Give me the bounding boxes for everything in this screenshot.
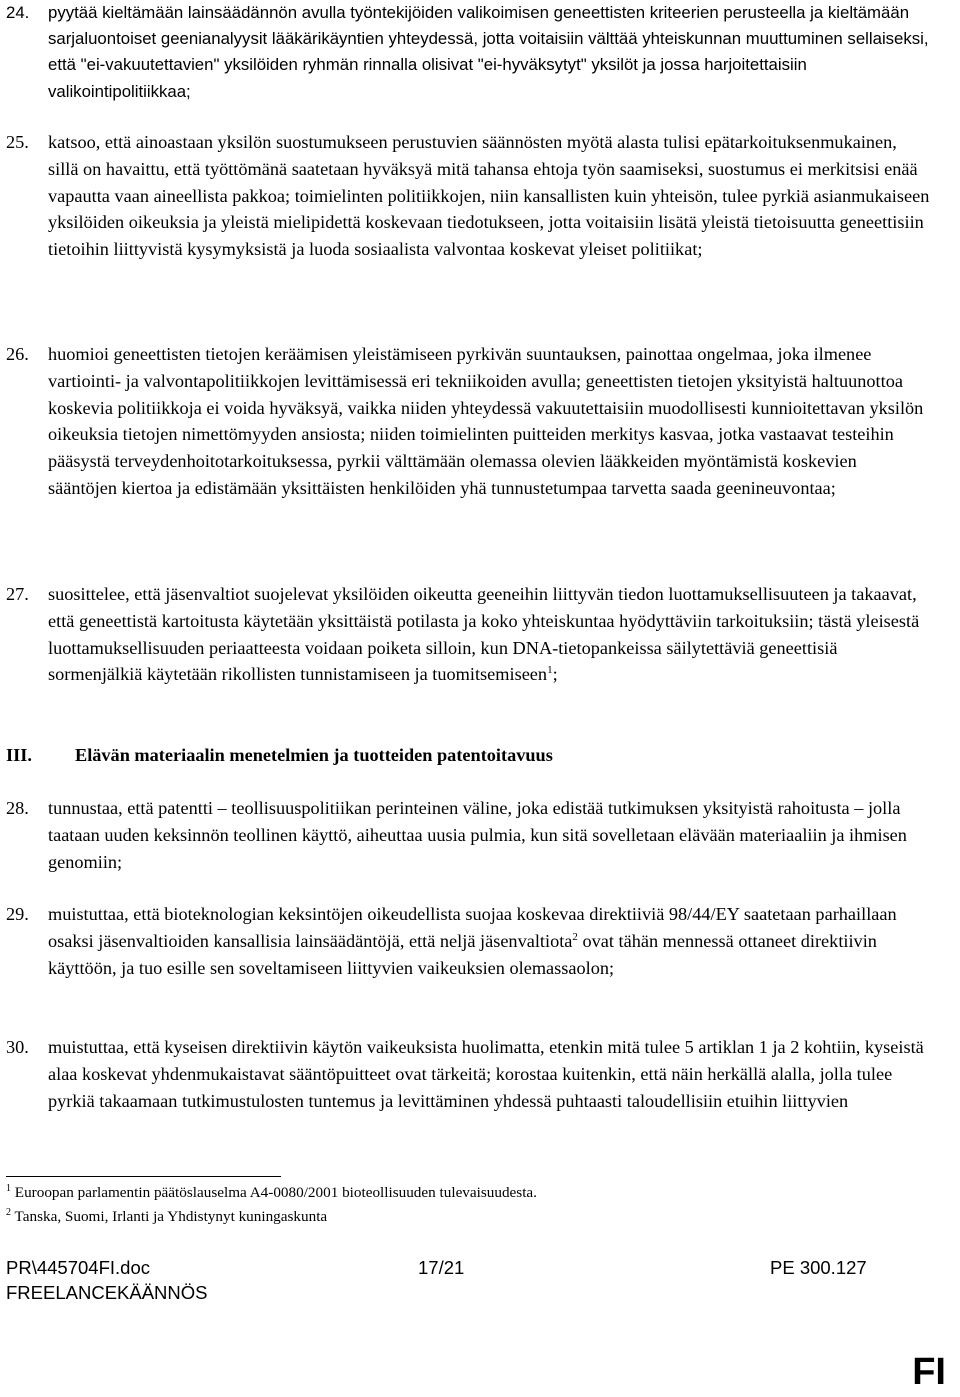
paragraph-text: tunnustaa, että patentti – teollisuuspolitiikan perinteinen väline, joka edistää tutkimuksen yksityistä rahoitusta – jolla taataan uuden keksinnön teollinen käyttö, aiheuttaa uusia pulmia, kun sitä sovelletaan elävään materiaaliin ja ihmisen genomiin; bbox=[48, 798, 907, 872]
paragraph-text-main: muistuttaa, että bioteknologian keksintöjen oikeudellista suojaa koskevaa direktiiviä 98/44/EY saatetaan parhaillaan osaksi jäsenvaltioiden kansallisia lainsäädäntöjä, että neljä jäsenvaltiota bbox=[48, 904, 897, 951]
paragraph-text: katsoo, että ainoastaan yksilön suostumukseen perustuvien säännösten myötä alasta tulisi epätarkoituksenmukainen, sillä on havaittu, että työttömänä saatetaan hyväksyä mitä tahansa ehtoja työn saamiseksi, suostumus ei merkitsisi enää vapautta vaan aineellista pakkoa; toimielinten politiikkojen, niin kansallisten kuin yhteisön, tulee pyrkiä asianmukaiseen yksilöiden oikeuksia ja yleistä mielipidettä koskevaan tiedotukseen, jotta voitaisiin lisätä yleistä tietoisuutta geneettisiin tietoihin liittyvistä kysymyksistä ja luoda sosiaalista valvontaa koskevat yleiset politiikat; bbox=[48, 132, 930, 260]
section-number: III. bbox=[6, 745, 32, 765]
paragraph-text-tail: ovat tähän mennessä ottaneet direktiivin käyttöön, ja tuo esille sen soveltamiseen liittyvien vaikeuksien olemassaolon; bbox=[48, 930, 877, 978]
footer-page-number: 17/21 bbox=[418, 1257, 465, 1278]
paragraph-text-tail: ; bbox=[552, 664, 558, 685]
footer-doc-ref: PR\445704FI.doc bbox=[6, 1257, 150, 1278]
paragraph-number: 30. bbox=[6, 1037, 29, 1057]
footnote-text: Euroopan parlamentin päätöslauselma A4-0080/2001 bioteollisuuden tulevaisuudesta. bbox=[14, 1184, 537, 1201]
footnote-separator bbox=[6, 1176, 281, 1177]
footnote-text: Tanska, Suomi, Irlanti ja Yhdistynyt kuningaskunta bbox=[14, 1208, 328, 1225]
paragraph-28 bbox=[0, 795, 930, 875]
paragraph-26 bbox=[0, 341, 930, 502]
paragraph-text: muistuttaa, että kyseisen direktiivin käytön vaikeuksista huolimatta, etenkin mitä tulee 5 artiklan 1 ja 2 kohtiin, kyseistä alaa koskevat yhdenmukaistavat sääntöpuitteet ovat tärkeitä; korostaa kuitenkin, että näin herkällä alalla, jolla tulee pyrkiä takaamaan tutkimustulosten tuntemus ja levittäminen yhdessä puhtaasti taloudellisiin etuihin liittyvien bbox=[48, 1037, 924, 1111]
footnote-mark: 2 bbox=[6, 1207, 11, 1218]
paragraph-text bbox=[48, 581, 930, 688]
paragraph-24 bbox=[0, 0, 930, 105]
section-title: Elävän materiaalin menetelmien ja tuotteiden patentoitavuus bbox=[75, 745, 553, 765]
paragraph-30 bbox=[0, 1034, 930, 1114]
footnote-ref-1[interactable]: 1 bbox=[547, 664, 553, 677]
footnote-mark: 1 bbox=[6, 1183, 11, 1194]
paragraph-number: 28. bbox=[6, 798, 29, 818]
footnote-ref-2[interactable]: 2 bbox=[572, 930, 578, 943]
paragraph-number: 26. bbox=[6, 344, 29, 364]
paragraph-27 bbox=[0, 581, 930, 688]
language-mark: FI bbox=[912, 1351, 946, 1393]
paragraph-text: pyytää kieltämään lainsäädännön avulla työntekijöiden valikoimisen geneettisten kriteerien perusteella ja kieltämään sarjaluontoiset geenianalyysit lääkärikäyntien yhteydessä, jotta voitaisiin välttää yhteiskunnan muuttuminen sellaiseksi, että "ei-vakuutettavien" yksilöiden ryhmän rinnalla olisivat "ei-hyväksytyt" yksilöt ja jossa harjoitettaisiin valikointipolitiikkaa; bbox=[48, 3, 929, 101]
footer-pe-ref: PE 300.127 bbox=[770, 1257, 867, 1278]
paragraph-text-main: suosittelee, että jäsenvaltiot suojelevat yksilöiden oikeutta geeneihin liittyvän tiedon luottamuksellisuuteen ja takaavat, että geneettistä kartoitusta käytetään yksittäistä potilasta ja koko yhteiskuntaa hyödyttäviin tarkoituksiin; tästä yleisestä luottamuksellisuuden periaatteesta voidaan poiketa silloin, kun DNA-tietopankeissa säilytettäviä geneettisiä sormenjälkiä käytetään rikollisten tunnistamiseen ja tuomitsemiseen bbox=[48, 584, 920, 685]
paragraph-29 bbox=[0, 901, 930, 981]
paragraph-number: 25. bbox=[6, 132, 29, 152]
paragraph-25 bbox=[0, 129, 930, 263]
paragraph-text: huomioi geneettisten tietojen keräämisen yleistämiseen pyrkivän suuntauksen, painottaa ongelmaa, joka ilmenee vartiointi- ja valvontapolitiikkojen levittämisessä eri tekniikoiden avulla; geneettisten tietojen yksityistä haltuunottoa koskevia politiikkoja ei voida hyväksyä, vaikka niiden yhteydessä vakuutettaisiin muodollisesti kunnioitettavan yksilön oikeuksia tietojen nimettömyyden ansiosta; niiden toimielinten puitteiden merkitys kasvaa, jotka vastaavat testeihin pääsystä terveydenhoitotarkoituksessa, pyrkii välttämään olemassa olevien lääkkeiden myöntämistä koskevien sääntöjen kiertoa ja edistämään yksittäisten henkilöiden yhä tunnustetumpaa tarvetta saada geenineuvontaa; bbox=[48, 344, 924, 498]
paragraph-number: 24. bbox=[6, 3, 30, 22]
footer-translation-note: FREELANCEKÄÄNNÖS bbox=[6, 1282, 208, 1303]
paragraph-number: 27. bbox=[6, 584, 29, 604]
section-heading bbox=[0, 742, 930, 768]
paragraph-number: 29. bbox=[6, 904, 29, 924]
footnote-2 bbox=[6, 1207, 327, 1227]
footnote-1 bbox=[6, 1183, 537, 1203]
paragraph-text bbox=[48, 901, 930, 981]
